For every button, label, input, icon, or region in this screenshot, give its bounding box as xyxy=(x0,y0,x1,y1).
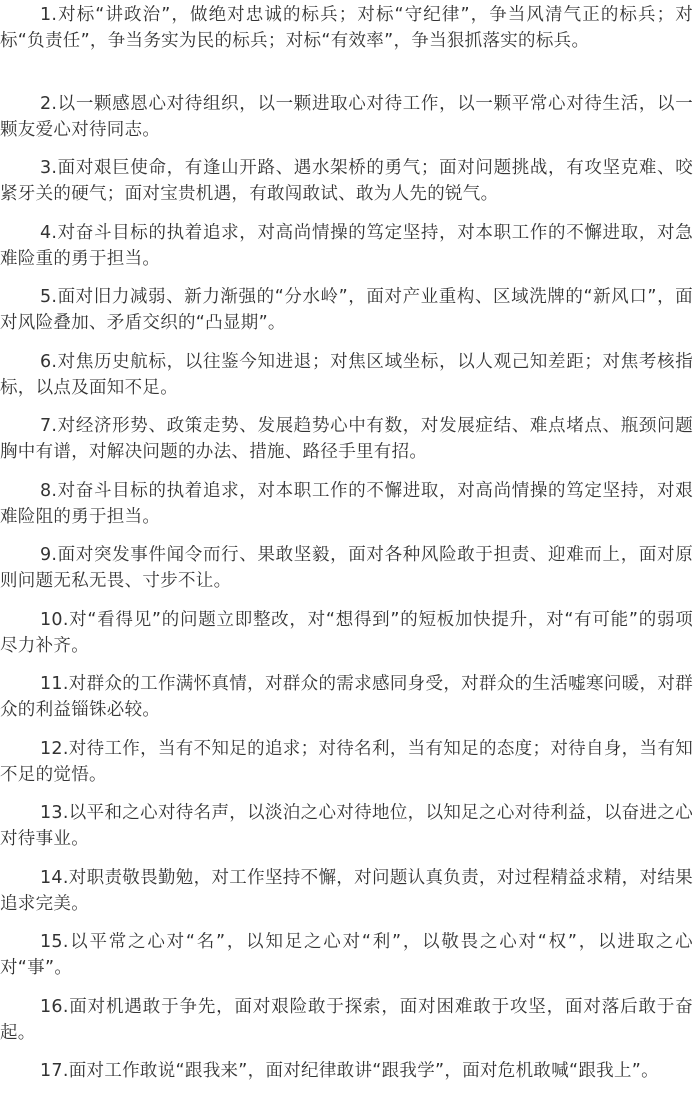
paragraph-7: 7.对经济形势、政策走势、发展趋势心中有数，对发展症结、难点堵点、瓶颈问题胸中有谱，对解决问题的办法、措施、路径手里有招。 xyxy=(0,416,693,462)
paragraph-16: 16.面对机遇敢于争先，面对艰险敢于探索，面对困难敢于攻坚，面对落后敢于奋起。 xyxy=(0,997,693,1043)
paragraph-2: 2.以一颗感恩心对待组织，以一颗进取心对待工作，以一颗平常心对待生活，以一颗友爱心对待同志。 xyxy=(0,94,693,140)
paragraph-6: 6.对焦历史航标，以往鉴今知进退；对焦区域坐标，以人观己知差距；对焦考核指标，以点及面知不足。 xyxy=(0,352,693,398)
paragraph-13: 13.以平和之心对待名声，以淡泊之心对待地位，以知足之心对待利益，以奋进之心对待事业。 xyxy=(0,803,693,849)
paragraph-8: 8.对奋斗目标的执着追求，对本职工作的不懈进取，对高尚情操的笃定坚持，对艰难险阻的勇于担当。 xyxy=(0,481,693,527)
paragraph-3: 3.面对艰巨使命，有逢山开路、遇水架桥的勇气；面对问题挑战，有攻坚克难、咬紧牙关的硬气；面对宝贵机遇，有敢闯敢试、敢为人先的锐气。 xyxy=(0,158,693,204)
paragraph-5: 5.面对旧力减弱、新力渐强的“分水岭”，面对产业重构、区域洗牌的“新风口”，面对风险叠加、矛盾交织的“凸显期”。 xyxy=(0,287,693,333)
paragraph-10: 10.对“看得见”的问题立即整改，对“想得到”的短板加快提升，对“有可能”的弱项尽力补齐。 xyxy=(0,610,693,656)
paragraph-11: 11.对群众的工作满怀真情，对群众的需求感同身受，对群众的生活嘘寒问暖，对群众的利益锱铢必较。 xyxy=(0,674,693,720)
paragraph-4: 4.对奋斗目标的执着追求，对高尚情操的笃定坚持，对本职工作的不懈进取，对急难险重的勇于担当。 xyxy=(0,223,693,269)
paragraph-17: 17.面对工作敢说“跟我来”，面对纪律敢讲“跟我学”，面对危机敢喊“跟我上”。 xyxy=(40,1061,659,1081)
paragraph-14: 14.对职责敬畏勤勉，对工作坚持不懈，对问题认真负责，对过程精益求精，对结果追求完美。 xyxy=(0,868,693,914)
paragraph-12: 12.对待工作，当有不知足的追求；对待名利，当有知足的态度；对待自身，当有知不足的觉悟。 xyxy=(0,739,693,785)
paragraph-15: 15.以平常之心对“名”，以知足之心对“利”，以敬畏之心对“权”，以进取之心对“事”。 xyxy=(0,932,693,978)
paragraph-1: 1.对标“讲政治”，做绝对忠诚的标兵；对标“守纪律”，争当风清气正的标兵；对标“负责任”，争当务实为民的标兵；对标“有效率”，争当狠抓落实的标兵。 xyxy=(0,5,693,51)
paragraph-9: 9.面对突发事件闻令而行、果敢坚毅，面对各种风险敢于担责、迎难而上，面对原则问题无私无畏、寸步不让。 xyxy=(0,545,693,591)
